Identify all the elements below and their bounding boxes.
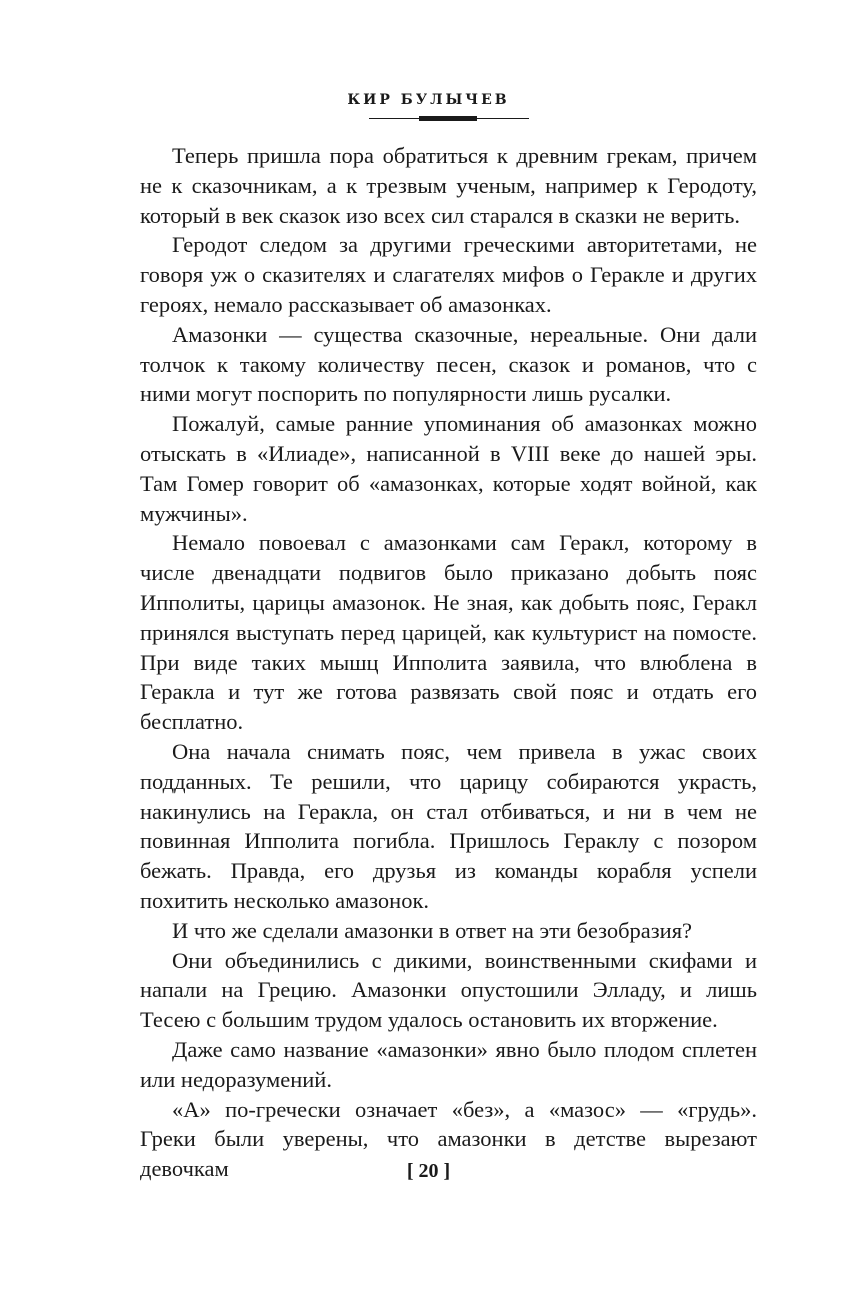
paragraph: Пожалуй, самые ранние упоминания об амазонках можно отыскать в «Илиаде», написанной в VIII веке до нашей эры. Там Гомер говорит об «амазонках, которые ходят войной, как мужчины». xyxy=(140,411,757,526)
paragraph: «А» по-гречески означает «без», а «мазос» — «грудь». Греки были уверены, что амазонки в детстве вырезают девочкам xyxy=(140,1096,757,1182)
paragraph: Амазонки — существа сказочные, нереальные. Они дали толчок к такому количеству песен, сказок и романов, что с ними могут поспорить по популярности лишь русалки. xyxy=(140,321,757,407)
paragraph: Даже само название «амазонки» явно было плодом сплетен или недоразумений. xyxy=(140,1036,757,1092)
paragraph: Геродот следом за другими греческими авторитетами, не говоря уж о сказителях и слагателях мифов о Геракле и других героях, немало рассказывает об амазонках. xyxy=(140,232,757,317)
running-head-ornament xyxy=(419,116,477,121)
paragraph: Они объединились с дикими, воинственными скифами и напали на Грецию. Амазонки опустошили Элладу, и лишь Тесею с большим трудом удалось остановить их вторжение. xyxy=(140,947,757,1033)
paragraph: Она начала снимать пояс, чем привела в ужас своих подданных. Те решили, что царицу собираются украсть, накинулись на Геракла, он стал отбиваться, и ни в чем не повинная Ипполита погибла. Пришлось Гераклу с позором бежать. Правда, его друзья из команды корабля успели похитить несколько амазонок. xyxy=(140,738,757,913)
page-number: [ 20 ] xyxy=(406,1160,451,1182)
paragraph: Теперь пришла пора обратиться к древним грекам, причем не к сказочникам, а к трезвым ученым, например к Геродоту, который в век сказок изо всех сил старался в сказки не верить. xyxy=(140,143,757,228)
paragraph: Немало повоевал с амазонками сам Геракл, которому в числе двенадцати подвигов было приказано добыть пояс Ипполиты, царицы амазонок. Не зная, как добыть пояс, Геракл принялся выступать перед царицей, как культурист на помосте. При виде таких мышц Ипполита заявила, что влюблена в Геракла и тут же готова развязать свой пояс и отдать его бесплатно. xyxy=(140,530,757,735)
paragraph: И что же сделали амазонки в ответ на эти безобразия? xyxy=(172,917,693,943)
running-head: КИР БУЛЫЧЕВ xyxy=(347,92,510,108)
body-text xyxy=(140,141,757,1184)
